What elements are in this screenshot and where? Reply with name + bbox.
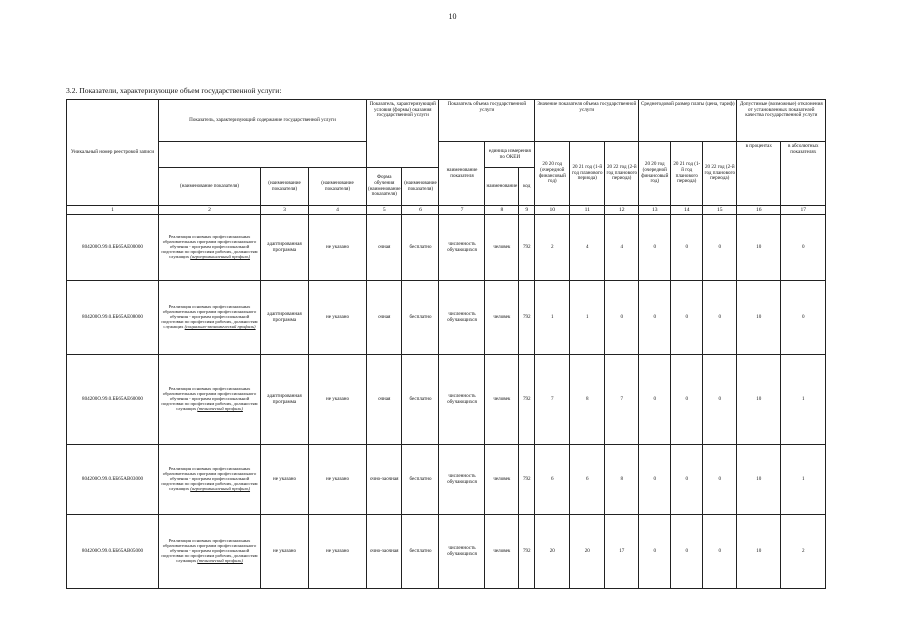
header-fee-2021: 20 21 год (1-й год планового периода) [671,142,703,206]
unit-name: человек [485,215,519,281]
program-type: не указано [261,445,309,515]
content-text: Реализация основных профессиональных образовательных программ профессионального обучения - программ профессиональной подготовки по профессиям рабочих, должностям служащих [161,386,258,411]
fee-2022: 0 [703,515,737,589]
value-2022: 8 [605,445,639,515]
column-number: 1 [67,206,159,215]
program-type: адаптированная программа [261,281,309,355]
volume-indicator: численность обучающихся [439,355,485,445]
table-row [67,515,826,589]
value-2021: 20 [570,515,605,589]
header-value-2020: 20 20 год (очередной финансовый год) [535,142,570,206]
fee-2021: 0 [671,215,703,281]
service-content [159,355,261,445]
column-number: 5 [367,206,402,215]
registry-number: 804200О.99.0.ББ65АЕ08000 [67,281,159,355]
fee-2020: 0 [639,215,671,281]
unit-name: человек [485,445,519,515]
header-unit-group: единица измерения по ОКЕИ [485,142,535,168]
profile-text: (агропромышленный профиль) [190,485,251,491]
fee-2021: 0 [671,445,703,515]
table-row [67,215,826,281]
value-2020: 6 [535,445,570,515]
column-number: 15 [703,206,737,215]
deviation-percent: 10 [737,445,781,515]
payment-type: бесплатно [402,515,439,589]
column-number: 9 [519,206,535,215]
indicator-3: не указано [309,515,367,589]
deviation-percent: 10 [737,355,781,445]
content-text: Реализация основных профессиональных образовательных программ профессионального обучения - программ профессиональной подготовки по профессиям рабочих, должностям служащих [161,304,258,329]
header-col-name-5: (наименование показателя) [368,185,401,198]
fee-2020: 0 [639,281,671,355]
value-2022: 7 [605,355,639,445]
unit-code: 792 [519,215,535,281]
header-value-2021: 20 21 год (1-й год планового периода) [570,142,605,206]
volume-indicator: численность обучающихся [439,515,485,589]
value-2020: 1 [535,281,570,355]
header-condition-group: Показатель, характеризующий условия (формы) оказания государственной услуги [367,100,439,168]
header-volume-group: Показатель объема государственной услуги [439,100,535,142]
column-number: 14 [671,206,703,215]
header-fee-group: Среднегодовой размер платы (цена, тариф) [639,100,737,142]
deviation-percent: 10 [737,515,781,589]
fee-2022: 0 [703,215,737,281]
indicator-3: не указано [309,445,367,515]
profile-text: (агропромышленный профиль) [190,253,251,259]
study-form: очная [367,355,402,445]
column-number: 13 [639,206,671,215]
value-2021: 8 [570,355,605,445]
header-fee-2022: 20 22 год (2-й год планового периода) [703,142,737,206]
deviation-absolute: 0 [781,215,826,281]
program-type: адаптированная программа [261,355,309,445]
deviation-absolute: 0 [781,281,826,355]
fee-2020: 0 [639,445,671,515]
header-fee-2020: 20 20 год (очередной финансовый год) [639,142,671,206]
program-type: не указано [261,515,309,589]
value-2021: 4 [570,215,605,281]
section-title: 3.2. Показатели, характеризующие объем государственной услуги: [66,86,282,95]
fee-2021: 0 [671,281,703,355]
header-percent: в процентах [737,142,781,206]
content-text: Реализация основных профессиональных образовательных программ профессионального обучения - программ профессиональной подготовки по профессиям рабочих, должностям служащих [161,466,258,491]
fee-2022: 0 [703,281,737,355]
deviation-percent: 10 [737,281,781,355]
profile-text: (социально-экономический профиль) [184,323,256,329]
value-2021: 1 [570,281,605,355]
volume-indicators-table [66,99,826,589]
unit-name: человек [485,515,519,589]
value-2021: 6 [570,445,605,515]
table-row [67,355,826,445]
unit-code: 792 [519,445,535,515]
deviation-absolute: 1 [781,355,826,445]
column-number: 3 [261,206,309,215]
column-number: 6 [402,206,439,215]
header-col-name-2: (наименование показателя) [261,168,309,206]
header-volume-name: наименование показателя [439,142,485,206]
page-number: 10 [448,12,457,21]
header-value-2022: 20 22 год (2-й год планового периода) [605,142,639,206]
payment-type: бесплатно [402,215,439,281]
table-row [67,445,826,515]
payment-type: бесплатно [402,355,439,445]
fee-2020: 0 [639,515,671,589]
profile-text: (технический профиль) [197,405,243,411]
value-2022: 0 [605,281,639,355]
header-deviation-group: Допустимые (возможные) отклонения от установленных показателей качества государственной услуги [737,100,826,142]
fee-2020: 0 [639,355,671,445]
registry-number: 804200О.99.0.ББ65АЕ00000 [67,215,159,281]
column-number: 10 [535,206,570,215]
fee-2021: 0 [671,355,703,445]
indicator-3: не указано [309,215,367,281]
header-value-group: Значение показателя объема государственной услуги [535,100,639,142]
unit-code: 792 [519,355,535,445]
unit-name: человек [485,281,519,355]
header-absolute: в абсолютных показателях [781,142,826,206]
unit-code: 792 [519,281,535,355]
column-number: 11 [570,206,605,215]
column-number: 17 [781,206,826,215]
header-form-of-study [367,168,402,206]
column-number: 2 [159,206,261,215]
indicator-3: не указано [309,281,367,355]
value-2020: 20 [535,515,570,589]
study-form: очная [367,281,402,355]
volume-indicator: численность обучающихся [439,215,485,281]
header-form-label: Форма обучения [374,174,395,186]
value-2022: 17 [605,515,639,589]
deviation-absolute: 2 [781,515,826,589]
deviation-percent: 10 [737,215,781,281]
unit-name: человек [485,355,519,445]
column-number: 7 [439,206,485,215]
header-registry: Уникальный номер реестровой записи [67,100,159,206]
service-content [159,215,261,281]
registry-number: 804200О.99.0.ББ65АЕ60000 [67,355,159,445]
deviation-absolute: 1 [781,445,826,515]
header-unit-name: наименование [485,168,519,206]
registry-number: 804200О.99.0.ББ65АВ05000 [67,515,159,589]
payment-type: бесплатно [402,445,439,515]
content-text: Реализация основных профессиональных образовательных программ профессионального обучения - программ профессиональной подготовки по профессиям рабочих, должностям служащих [161,538,258,563]
value-2022: 4 [605,215,639,281]
program-type: адаптированная программа [261,215,309,281]
header-unit-code: код [519,168,535,206]
study-form: очная [367,215,402,281]
value-2020: 7 [535,355,570,445]
fee-2022: 0 [703,445,737,515]
column-number: 4 [309,206,367,215]
volume-indicator: численность обучающихся [439,445,485,515]
column-number: 16 [737,206,781,215]
study-form: очно-заочная [367,515,402,589]
header-col-name-6: (наименование показателя) [402,168,439,206]
header-col-name-1: (наименование показателя) [159,168,261,206]
column-number: 12 [605,206,639,215]
service-content [159,445,261,515]
header-content-blank [159,142,367,168]
service-content [159,515,261,589]
study-form: очно-заочная [367,445,402,515]
header-content-group: Показатель, характеризующий содержание государственной услуги [159,100,367,142]
service-content [159,281,261,355]
fee-2021: 0 [671,515,703,589]
indicator-3: не указано [309,355,367,445]
table-row [67,281,826,355]
column-number: 8 [485,206,519,215]
volume-indicator: численность обучающихся [439,281,485,355]
unit-code: 792 [519,515,535,589]
payment-type: бесплатно [402,281,439,355]
header-col-name-3: (наименование показателя) [309,168,367,206]
profile-text: (технический профиль) [197,557,243,563]
value-2020: 2 [535,215,570,281]
content-text: Реализация основных профессиональных образовательных программ профессионального обучения - программ профессиональной подготовки по профессиям рабочих, должностям служащих [161,234,258,259]
registry-number: 804200О.99.0.ББ65АВ03000 [67,445,159,515]
fee-2022: 0 [703,355,737,445]
